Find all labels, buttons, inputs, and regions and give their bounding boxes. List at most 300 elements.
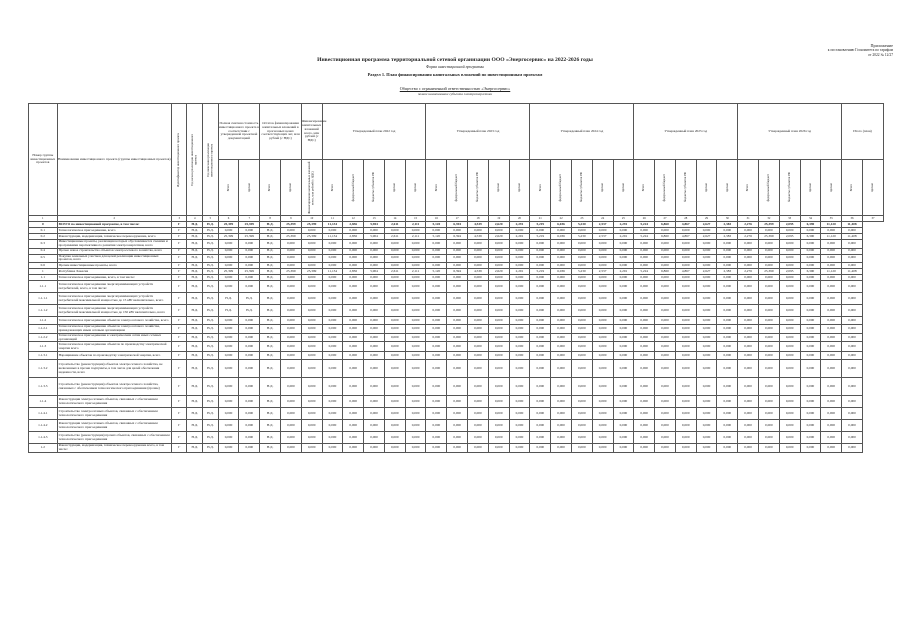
value-cell: 0,000 bbox=[592, 444, 613, 453]
value-cell: 0,000 bbox=[426, 378, 447, 396]
value-cell: 0,000 bbox=[571, 281, 592, 293]
value-cell: 25,399 bbox=[218, 269, 239, 275]
value-cell: 4,867 bbox=[675, 234, 696, 240]
table-row bbox=[29, 305, 884, 317]
value-cell: 0,000 bbox=[655, 378, 676, 396]
value-cell: 0,000 bbox=[779, 240, 800, 249]
value-cell: 0,000 bbox=[488, 248, 509, 254]
value-cell: 0,000 bbox=[592, 263, 613, 269]
value-cell: 5,224 bbox=[634, 222, 655, 228]
value-cell: 0,000 bbox=[655, 352, 676, 360]
value-cell: 0,000 bbox=[779, 248, 800, 254]
value-cell: 0,000 bbox=[384, 444, 405, 453]
financing-table bbox=[28, 103, 884, 453]
value-cell: 0,000 bbox=[675, 432, 696, 444]
value-cell: 0,000 bbox=[758, 342, 779, 352]
value-cell: 0,000 bbox=[343, 254, 364, 263]
col-header-year-start: Год начала реализации инвестиционного проекта bbox=[187, 104, 203, 216]
value-cell: 0,000 bbox=[301, 248, 322, 254]
value-cell: 0,000 bbox=[384, 263, 405, 269]
project-num-cell: 1.1.3.2 bbox=[29, 360, 58, 378]
value-cell: 0,000 bbox=[821, 325, 842, 334]
value-cell: 0,000 bbox=[488, 352, 509, 360]
value-cell: Г bbox=[171, 444, 187, 453]
value-cell: 0,000 bbox=[738, 408, 759, 420]
value-cell: 0,000 bbox=[405, 293, 426, 305]
value-cell: 0,000 bbox=[426, 396, 447, 408]
value-cell: 0,000 bbox=[218, 240, 239, 249]
value-cell: 25,399 bbox=[301, 234, 322, 240]
value-cell: 0,000 bbox=[301, 333, 322, 342]
value-cell: 0,000 bbox=[343, 263, 364, 269]
value-cell: 0,000 bbox=[343, 378, 364, 396]
value-cell: 0,000 bbox=[218, 444, 239, 453]
value-cell: 0,000 bbox=[800, 325, 821, 334]
value-cell: 11,120 bbox=[821, 222, 842, 228]
value-cell: 2,291 bbox=[509, 222, 530, 228]
value-cell: 0,000 bbox=[842, 432, 863, 444]
document-title: Инвестиционная программа территориальной сетевой организации ООО «Энергосервис» на 2022-2026 годы bbox=[317, 57, 593, 63]
value-cell: 0,000 bbox=[364, 342, 385, 352]
value-cell: Н.Д. bbox=[203, 269, 219, 275]
value-cell: 0,000 bbox=[655, 396, 676, 408]
subheader-cell: прочие bbox=[405, 160, 426, 216]
value-cell: 0,000 bbox=[447, 360, 468, 378]
value-cell: 0,000 bbox=[675, 254, 696, 263]
value-cell: 0,000 bbox=[343, 228, 364, 234]
value-cell: 4,867 bbox=[675, 222, 696, 228]
value-cell: 0,000 bbox=[426, 325, 447, 334]
subheader-cell: Всего bbox=[218, 160, 239, 216]
value-cell: 0,000 bbox=[405, 360, 426, 378]
value-cell: 2,383 bbox=[717, 222, 738, 228]
value-cell: 0,000 bbox=[696, 275, 717, 281]
section-title: Раздел 1. План финансирования капитальных вложений по инвестиционным проектам bbox=[367, 72, 543, 77]
value-cell: 0,000 bbox=[322, 444, 343, 453]
value-cell: 2,836 bbox=[343, 269, 364, 275]
value-cell: 0,000 bbox=[322, 275, 343, 281]
value-cell: 0,000 bbox=[530, 305, 551, 317]
value-cell: 0,000 bbox=[426, 333, 447, 342]
value-cell: 2,111 bbox=[405, 269, 426, 275]
value-cell: 0,000 bbox=[384, 281, 405, 293]
value-cell: 0,000 bbox=[655, 254, 676, 263]
subheader-cell: Всего bbox=[738, 160, 759, 216]
value-cell: 0,000 bbox=[592, 240, 613, 249]
value-cell: 0,000 bbox=[634, 293, 655, 305]
value-cell: Н.Д. bbox=[187, 254, 203, 263]
value-cell: 0,000 bbox=[218, 325, 239, 334]
value-cell: 0,000 bbox=[655, 420, 676, 432]
value-cell: 0,000 bbox=[488, 317, 509, 325]
value-cell: 0,000 bbox=[738, 305, 759, 317]
subheader-cell: прочие bbox=[592, 160, 613, 216]
value-cell: 0,000 bbox=[655, 228, 676, 234]
value-cell: 0,000 bbox=[384, 293, 405, 305]
value-cell: 0,000 bbox=[779, 396, 800, 408]
value-cell: 6,860 bbox=[655, 234, 676, 240]
value-cell: 0,000 bbox=[530, 420, 551, 432]
value-cell: 0,000 bbox=[613, 305, 634, 317]
value-cell: 0,000 bbox=[530, 240, 551, 249]
table-row bbox=[29, 432, 884, 444]
value-cell: 0,000 bbox=[322, 352, 343, 360]
value-cell: 0,000 bbox=[405, 317, 426, 325]
value-cell: 0,000 bbox=[571, 378, 592, 396]
value-cell: 0,000 bbox=[364, 333, 385, 342]
value-cell: 0,000 bbox=[738, 281, 759, 293]
subheader-cell: прочие bbox=[613, 160, 634, 216]
subheader-cell: прочие bbox=[800, 160, 821, 216]
value-cell: 0,000 bbox=[343, 352, 364, 360]
value-cell: 0,000 bbox=[364, 378, 385, 396]
value-cell: 0,000 bbox=[634, 240, 655, 249]
value-cell: 0,000 bbox=[779, 254, 800, 263]
value-cell: 25,399 bbox=[281, 222, 302, 228]
value-cell: 0,000 bbox=[821, 254, 842, 263]
value-cell: 0,000 bbox=[405, 305, 426, 317]
value-cell: 0,000 bbox=[447, 317, 468, 325]
appendix-note bbox=[713, 44, 893, 57]
value-cell: 0,000 bbox=[655, 263, 676, 269]
value-cell: 0,000 bbox=[364, 317, 385, 325]
column-index-cell: 3 bbox=[171, 216, 187, 222]
value-cell: Н.Д. bbox=[187, 408, 203, 420]
value-cell: 0,000 bbox=[779, 293, 800, 305]
value-cell: 0,000 bbox=[405, 281, 426, 293]
table-row bbox=[29, 281, 884, 293]
subheader-cell: федеральный бюджет bbox=[551, 160, 572, 216]
value-cell: 0,000 bbox=[468, 408, 489, 420]
value-cell: 0,000 bbox=[821, 281, 842, 293]
value-cell: 2,627 bbox=[696, 222, 717, 228]
value-cell: 0,000 bbox=[405, 240, 426, 249]
value-cell: Н.Д. bbox=[260, 263, 281, 269]
value-cell: 0,000 bbox=[551, 240, 572, 249]
value-cell: 0,000 bbox=[384, 378, 405, 396]
value-cell: 0,000 bbox=[696, 281, 717, 293]
value-cell: 0,000 bbox=[675, 408, 696, 420]
value-cell: 0,000 bbox=[343, 408, 364, 420]
value-cell: 0,000 bbox=[384, 396, 405, 408]
value-cell: Г bbox=[171, 275, 187, 281]
value-cell: 0,000 bbox=[405, 420, 426, 432]
value-cell: 0,000 bbox=[800, 396, 821, 408]
value-cell: 0,000 bbox=[301, 317, 322, 325]
value-cell: 0,000 bbox=[509, 248, 530, 254]
value-cell: 0,000 bbox=[405, 275, 426, 281]
value-cell: Н.Д. bbox=[203, 222, 219, 228]
value-cell: 0,000 bbox=[821, 228, 842, 234]
value-cell: 0,000 bbox=[488, 420, 509, 432]
value-cell: 0,000 bbox=[426, 352, 447, 360]
col-header-num: Номер группы инвестиционных проектов bbox=[29, 104, 58, 216]
value-cell: 0,000 bbox=[696, 263, 717, 269]
value-cell: 0,000 bbox=[551, 263, 572, 269]
project-num-cell: 1.1.4.2 bbox=[29, 420, 58, 432]
value-cell: 2,276 bbox=[738, 269, 759, 275]
table-row bbox=[29, 333, 884, 342]
value-cell: 0,000 bbox=[738, 240, 759, 249]
value-cell: 25,399 bbox=[758, 234, 779, 240]
value-cell: 0,000 bbox=[738, 378, 759, 396]
column-index-cell: 2 bbox=[57, 216, 171, 222]
value-cell: 0,000 bbox=[800, 360, 821, 378]
value-cell: 6,394 bbox=[447, 234, 468, 240]
value-cell: 0,000 bbox=[842, 342, 863, 352]
value-cell: 0,000 bbox=[301, 240, 322, 249]
value-cell: 2,095 bbox=[779, 269, 800, 275]
value-cell: 0,000 bbox=[426, 444, 447, 453]
value-cell: Н.Д. bbox=[187, 352, 203, 360]
value-cell: 2,291 bbox=[613, 269, 634, 275]
value-cell: 0,000 bbox=[281, 444, 302, 453]
value-cell: 0,000 bbox=[779, 378, 800, 396]
value-cell: 0,000 bbox=[738, 317, 759, 325]
project-num-cell: 0.6 bbox=[29, 263, 58, 269]
value-cell: 0,000 bbox=[758, 228, 779, 234]
value-cell: Н.Д. bbox=[203, 317, 219, 325]
value-cell: 0,000 bbox=[571, 342, 592, 352]
value-cell: 0,000 bbox=[738, 444, 759, 453]
value-cell: 0,000 bbox=[571, 432, 592, 444]
value-cell: Н.Д. bbox=[203, 254, 219, 263]
value-cell: 0,000 bbox=[821, 352, 842, 360]
value-cell: 0,000 bbox=[592, 228, 613, 234]
value-cell: 0,000 bbox=[717, 293, 738, 305]
value-cell: 0,000 bbox=[384, 342, 405, 352]
value-cell: 0,000 bbox=[509, 275, 530, 281]
value-cell: Н.Д. bbox=[187, 342, 203, 352]
value-cell: 0,000 bbox=[717, 444, 738, 453]
value-cell: 0,000 bbox=[509, 360, 530, 378]
value-cell: 0,000 bbox=[468, 396, 489, 408]
table-row bbox=[29, 293, 884, 305]
value-cell: 0,000 bbox=[301, 305, 322, 317]
value-cell: 0,000 bbox=[738, 352, 759, 360]
appendix-date: от 2022 № 12/27 bbox=[868, 52, 893, 57]
column-index-cell: 11 bbox=[322, 216, 343, 222]
project-num-cell: 0.4 bbox=[29, 248, 58, 254]
value-cell: 0,000 bbox=[821, 263, 842, 269]
column-index-cell: 13 bbox=[364, 216, 385, 222]
value-cell: 0,000 bbox=[842, 325, 863, 334]
value-cell: 0,000 bbox=[551, 228, 572, 234]
value-cell: 0,000 bbox=[800, 420, 821, 432]
value-cell: 0,000 bbox=[634, 432, 655, 444]
value-cell: 0,000 bbox=[842, 281, 863, 293]
value-cell: 0,000 bbox=[779, 305, 800, 317]
value-cell: 0,000 bbox=[842, 317, 863, 325]
column-index-cell: 32 bbox=[758, 216, 779, 222]
value-cell: 0,000 bbox=[758, 378, 779, 396]
value-cell: 5,224 bbox=[634, 234, 655, 240]
subheader-cell: Всего bbox=[842, 160, 863, 216]
column-index-cell: 1 bbox=[29, 216, 58, 222]
value-cell: 0,000 bbox=[800, 248, 821, 254]
value-cell: 0,000 bbox=[696, 396, 717, 408]
project-name-cell: Инвестиционные проекты, реализация которых обуславливается схемами и программами перспективного развития электроэнергетики, всего bbox=[57, 240, 171, 249]
value-cell: 0,000 bbox=[842, 254, 863, 263]
value-cell: Г bbox=[171, 293, 187, 305]
col-header-plan: Финансирование капитальных вложений всего, млн рублей (с НДС) bbox=[301, 104, 322, 160]
value-cell: Г bbox=[171, 342, 187, 352]
value-cell: 0,000 bbox=[758, 293, 779, 305]
value-cell: 0,000 bbox=[281, 378, 302, 396]
value-cell: 0,000 bbox=[426, 360, 447, 378]
value-cell: 0,000 bbox=[842, 420, 863, 432]
value-cell: 0,000 bbox=[301, 228, 322, 234]
column-index-cell: 14 bbox=[384, 216, 405, 222]
value-cell: 0,000 bbox=[634, 378, 655, 396]
value-cell: 0,000 bbox=[592, 293, 613, 305]
value-cell: 0,000 bbox=[842, 378, 863, 396]
value-cell: 0,000 bbox=[613, 248, 634, 254]
value-cell: 0,000 bbox=[405, 254, 426, 263]
subheader-cell: федеральный бюджет bbox=[343, 160, 364, 216]
value-cell: 2,836 bbox=[343, 234, 364, 240]
value-cell: Н.Д. bbox=[187, 333, 203, 342]
value-cell: 0,000 bbox=[530, 408, 551, 420]
value-cell: 0,000 bbox=[281, 228, 302, 234]
value-cell: 2,620 bbox=[488, 222, 509, 228]
value-cell: 0,000 bbox=[696, 305, 717, 317]
value-cell: 0,000 bbox=[488, 263, 509, 269]
value-cell: 0,000 bbox=[758, 263, 779, 269]
project-num-cell: 1.1 bbox=[29, 275, 58, 281]
project-name-cell: Реконструкция электросетевых объектов, связанных с обеспечением технологического присоединения bbox=[57, 396, 171, 408]
value-cell: 0,000 bbox=[634, 444, 655, 453]
value-cell: 0,000 bbox=[322, 263, 343, 269]
value-cell: 0,000 bbox=[343, 444, 364, 453]
value-cell: 0,000 bbox=[675, 240, 696, 249]
value-cell: 0,000 bbox=[509, 293, 530, 305]
value-cell: 0,000 bbox=[530, 444, 551, 453]
value-cell: Н.Д. bbox=[260, 420, 281, 432]
table-row bbox=[29, 408, 884, 420]
value-cell: 0,000 bbox=[758, 254, 779, 263]
value-cell: 0,000 bbox=[821, 305, 842, 317]
value-cell: 0,000 bbox=[447, 275, 468, 281]
value-cell: 0,000 bbox=[821, 360, 842, 378]
value-cell: 0,000 bbox=[758, 240, 779, 249]
value-cell: Н.Д. bbox=[203, 352, 219, 360]
value-cell: 0,000 bbox=[613, 444, 634, 453]
value-cell: 0,000 bbox=[301, 352, 322, 360]
value-cell: 0,000 bbox=[571, 305, 592, 317]
value-cell: 0,000 bbox=[384, 360, 405, 378]
value-cell: Н.Д. bbox=[203, 325, 219, 334]
value-cell: 0,000 bbox=[426, 342, 447, 352]
value-cell: 0,000 bbox=[301, 420, 322, 432]
subheader-cell: федеральный бюджет bbox=[447, 160, 468, 216]
value-cell: 0,000 bbox=[509, 444, 530, 453]
value-cell: 11,120 bbox=[821, 234, 842, 240]
value-cell: 0,000 bbox=[281, 281, 302, 293]
value-cell: 0,000 bbox=[509, 396, 530, 408]
subheader-cell: прочие bbox=[862, 160, 883, 216]
subheader-cell: Всего bbox=[322, 160, 343, 216]
value-cell: 0,000 bbox=[488, 342, 509, 352]
value-cell: 0,000 bbox=[551, 432, 572, 444]
project-num-cell: 1.1.1.1 bbox=[29, 293, 58, 305]
value-cell: 0,000 bbox=[800, 333, 821, 342]
value-cell: 0,000 bbox=[322, 378, 343, 396]
value-cell: 0,000 bbox=[634, 263, 655, 269]
value-cell: Н.Д. bbox=[203, 342, 219, 352]
value-cell: 0,000 bbox=[717, 408, 738, 420]
subheader-cell: бюджеты субъектов РФ bbox=[779, 160, 800, 216]
value-cell: 0,000 bbox=[738, 293, 759, 305]
value-cell: 0,000 bbox=[779, 444, 800, 453]
value-cell: 6,390 bbox=[800, 269, 821, 275]
project-name-cell: Реконструкция электросетевых объектов, связанных с обеспечением технологического присоединения bbox=[57, 420, 171, 432]
column-index-cell: 4 bbox=[187, 216, 203, 222]
value-cell: 0,000 bbox=[634, 420, 655, 432]
project-name-cell: Реконструкция, модернизация, техническое перевооружение, всего bbox=[57, 234, 171, 240]
value-cell: 0,000 bbox=[675, 305, 696, 317]
value-cell: 0,000 bbox=[592, 254, 613, 263]
subheader-cell: федеральный бюджет bbox=[655, 160, 676, 216]
value-cell: Н.Д. bbox=[260, 325, 281, 334]
value-cell: 0,000 bbox=[571, 325, 592, 334]
value-cell: 0,000 bbox=[758, 432, 779, 444]
value-cell: 0,000 bbox=[696, 352, 717, 360]
value-cell: 0,000 bbox=[239, 248, 260, 254]
value-cell: 2,537 bbox=[592, 222, 613, 228]
value-cell: 0,000 bbox=[239, 360, 260, 378]
value-cell: 0,000 bbox=[717, 333, 738, 342]
value-cell: 0,000 bbox=[239, 444, 260, 453]
value-cell: 0,000 bbox=[717, 342, 738, 352]
value-cell: 0,000 bbox=[738, 248, 759, 254]
project-num-cell: 0.5 bbox=[29, 254, 58, 263]
value-cell: 0,000 bbox=[364, 228, 385, 234]
project-name-cell: Технологическое присоединение, всего bbox=[57, 228, 171, 234]
value-cell: 0,000 bbox=[675, 263, 696, 269]
value-cell: 0,000 bbox=[758, 281, 779, 293]
value-cell: 0,000 bbox=[447, 248, 468, 254]
value-cell: 0,000 bbox=[364, 360, 385, 378]
value-cell: 0,000 bbox=[779, 432, 800, 444]
value-cell: 0,000 bbox=[821, 275, 842, 281]
value-cell: 0,000 bbox=[675, 275, 696, 281]
value-cell: 0,000 bbox=[655, 360, 676, 378]
value-cell: Н.Д. bbox=[203, 420, 219, 432]
value-cell: 0,000 bbox=[551, 420, 572, 432]
value-cell: 0,000 bbox=[239, 281, 260, 293]
value-cell: 0,000 bbox=[613, 240, 634, 249]
value-cell: 5,219 bbox=[530, 234, 551, 240]
value-cell: 0,000 bbox=[281, 432, 302, 444]
value-cell: 0,000 bbox=[634, 248, 655, 254]
value-cell: 0,000 bbox=[655, 293, 676, 305]
value-cell: 0,000 bbox=[447, 342, 468, 352]
value-cell: 0,000 bbox=[800, 240, 821, 249]
value-cell: 0,000 bbox=[738, 325, 759, 334]
value-cell: 0,000 bbox=[613, 408, 634, 420]
project-num-cell: 1.1.3.1 bbox=[29, 352, 58, 360]
value-cell: 0,000 bbox=[405, 432, 426, 444]
value-cell: Н.Д. bbox=[260, 360, 281, 378]
value-cell: Н.Д. bbox=[260, 275, 281, 281]
value-cell: 0,000 bbox=[384, 420, 405, 432]
value-cell: 0,000 bbox=[384, 248, 405, 254]
table-body bbox=[29, 222, 884, 453]
value-cell: Н.Д. bbox=[260, 228, 281, 234]
value-cell: 0,000 bbox=[675, 228, 696, 234]
value-cell: 0,000 bbox=[364, 444, 385, 453]
